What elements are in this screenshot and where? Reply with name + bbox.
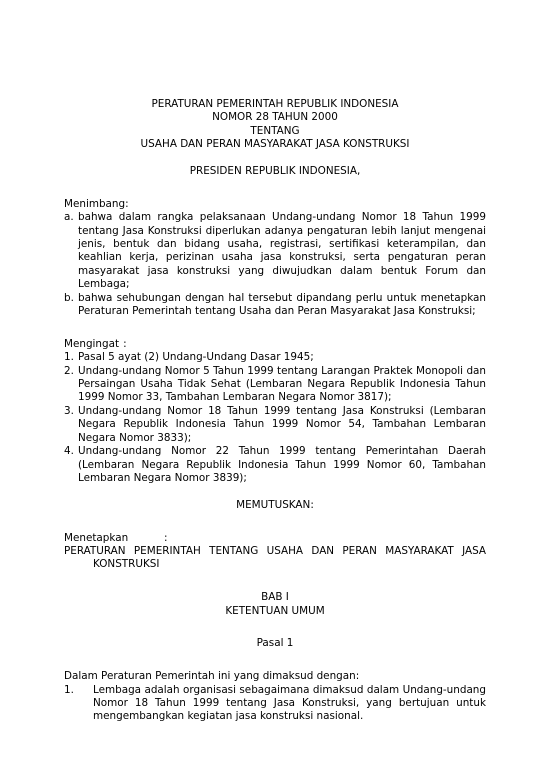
list-text: Pasal 5 ayat (2) Undang-Undang Dasar 1945; (78, 351, 314, 364)
chapter-title: KETENTUAN UMUM (225, 604, 325, 617)
regulation-number: NOMOR 28 TAHUN 2000 (212, 111, 338, 124)
menetapkan-label: Menetapkan (64, 531, 129, 544)
list-marker: a. (64, 211, 74, 224)
list-item (64, 445, 486, 485)
menimbang-heading (64, 198, 486, 211)
menimbang-colon: : (125, 197, 129, 210)
list-marker: 2. (64, 364, 74, 377)
regulation-subject: USAHA DAN PERAN MASYARAKAT JASA KONSTRUKSI (140, 138, 410, 151)
list-text: Undang-undang Nomor 5 Tahun 1999 tentang Larangan Praktek Monopoli dan Persaingan Usaha Tidak Sehat (Lembaran Negara Republik Indonesia Tahun 1999 Nomor 33, Tambahan Lembaran Negara Nomor 3817); (78, 364, 486, 404)
menimbang-label: Menimbang (64, 197, 126, 210)
regulation-about: TENTANG (250, 124, 300, 137)
list-text: bahwa sehubungan dengan hal tersebut dipandang perlu untuk menetapkan Peraturan Pemerintah tentang Usaha dan Peran Masyarakat Jasa Konstruksi; (78, 291, 486, 318)
menetapkan-colon: : (164, 531, 168, 544)
list-text: Lembaga adalah organisasi sebagaimana dimaksud dalam Undang-undang Nomor 18 Tahun 1999 tentang Jasa Konstruksi, yang bertujuan untuk mengembangkan kegiatan jasa konstruksi nasional. (93, 683, 486, 723)
article-intro: Dalam Peraturan Pemerintah ini yang dimaksud dengan: (64, 670, 360, 683)
chapter-number: BAB I (261, 591, 289, 604)
list-text: bahwa dalam rangka pelaksanaan Undang-undang Nomor 18 Tahun 1999 tentang Jasa Konstruksi diperlukan adanya pengaturan lebih lanjut mengenai jenis, bentuk dan bidang usaha, registrasi, sertifikasi keterampilan, dan keahlian kerja, perizinan usaha jasa konstruksi, serta pengaturan peran masyarakat jasa konstruksi yang diwujudkan dalam bentuk Forum dan Lembaga; (78, 211, 486, 291)
list-marker: 1. (64, 683, 74, 696)
article-heading: Pasal 1 (256, 637, 294, 650)
list-item (64, 405, 486, 445)
list-marker: 4. (64, 445, 74, 458)
document-header (64, 98, 486, 152)
list-marker: 3. (64, 404, 74, 417)
list-item (64, 211, 486, 291)
president-heading: PRESIDEN REPUBLIK INDONESIA, (189, 165, 361, 178)
list-item (64, 684, 486, 724)
list-item (64, 292, 486, 319)
memutuskan-heading: MEMUTUSKAN: (236, 498, 314, 511)
mengingat-colon: : (123, 337, 127, 350)
menetapkan-heading (64, 532, 486, 545)
mengingat-label: Mengingat (64, 337, 120, 350)
list-item (64, 365, 486, 405)
list-marker: b. (64, 291, 74, 304)
list-item (64, 351, 486, 364)
menetapkan-text: PERATURAN PEMERINTAH TENTANG USAHA DAN PERAN MASYARAKAT JASA KONSTRUKSI (64, 544, 486, 571)
list-text: Undang-undang Nomor 22 Tahun 1999 tentang Pemerintahan Daerah (Lembaran Negara Republik Indonesia Tahun 1999 Nomor 60, Tambahan Lembaran Negara Nomor 3839); (78, 445, 486, 484)
regulation-title: PERATURAN PEMERINTAH REPUBLIK INDONESIA (151, 98, 399, 110)
list-text: Undang-undang Nomor 18 Tahun 1999 tentang Jasa Konstruksi (Lembaran Negara Republik Indonesia Tahun 1999 Nomor 54, Tambahan Lembaran Negara Nomor 3833); (78, 404, 486, 444)
mengingat-heading (64, 338, 486, 351)
list-marker: 1. (64, 351, 74, 364)
